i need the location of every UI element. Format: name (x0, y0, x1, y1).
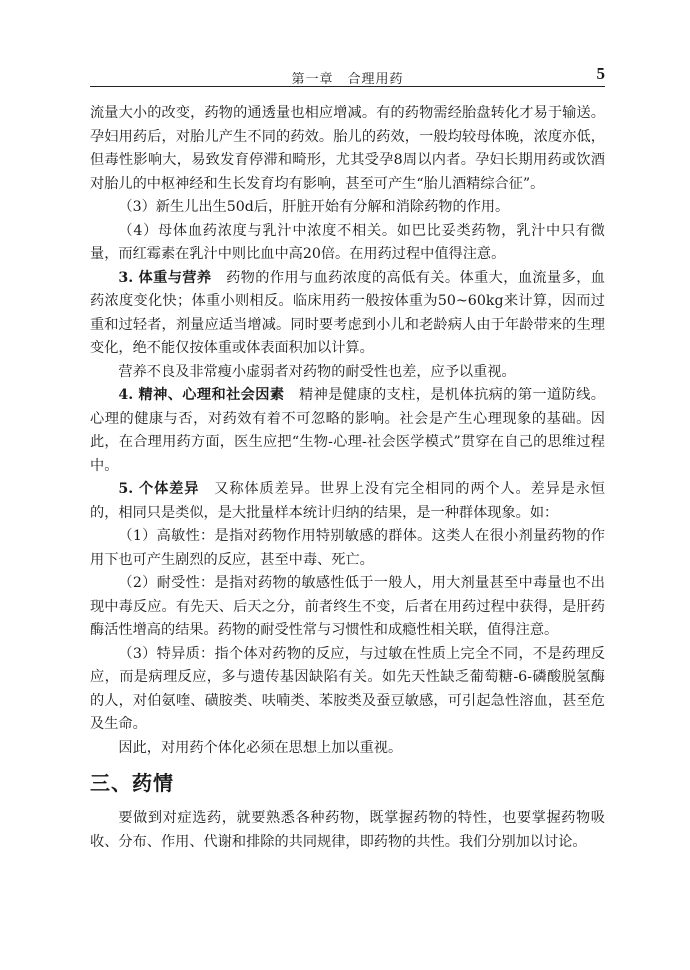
paragraph-text: 又称体质差异。世界上没有完全相同的两个人。差异是永恒的，相同只是类似，是大批量样本统计归纳的结果，是一种群体现象。如： (90, 481, 605, 521)
paragraph-drug-section-intro: 要做到对症选药，就要熟悉各种药物，既掌握药物的特性，也要掌握药物吸收、分布、作用、代谢和排除的共同规律，即药物的共性。我们分别加以讨论。 (90, 810, 605, 850)
item-heading-individual-difference: 5. 个体差异 (118, 481, 200, 497)
paragraph-malnutrition: 营养不良及非常瘦小虚弱者对药物的耐受性也差，应予以重视。 (118, 363, 516, 380)
page-number: 5 (596, 64, 605, 83)
paragraph-weight-nutrition (90, 267, 605, 361)
paragraph-tolerance: （2）耐受性：是指对药物的敏感性低于一般人，用大剂量甚至中毒量也不出现中毒反应。有先天、后天之分，前者终生不变，后者在用药过程中获得，是肝药酶活性增高的结果。药物的耐受性常与习惯性和成瘾性相关联，值得注意。 (90, 575, 605, 638)
book-page (90, 0, 605, 970)
paragraph-psychology (90, 384, 605, 478)
running-header (90, 66, 605, 86)
paragraph-individual-difference (90, 478, 605, 525)
paragraph-conclusion: 因此，对用药个体化必须在思想上加以重视。 (118, 739, 403, 756)
paragraph-breast-milk: （4）母体血药浓度与乳汁中浓度不相关。如巴比妥类药物，乳汁中只有微量，而红霉素在乳汁中则比血中高20倍。在用药过程中值得注意。 (90, 222, 605, 262)
item-heading-psychology: 4. 精神、心理和社会因素 (118, 387, 285, 403)
paragraph-text: 药物的作用与血药浓度的高低有关。体重大，血流量多，血药浓度变化快；体重小则相反。临床用药一般按体重为50~60kg来计算，因而过重和过轻者，剂量应适当增减。同时要考虑到小儿和老龄病人由于年龄带来的生理变化，绝不能仅按体重或体表面积加以计算。 (90, 269, 605, 356)
paragraph-idiosyncrasy: （3）特异质：指个体对药物的反应，与过敏在性质上完全不同，不是药理反应，而是病理反应，多与遗传基因缺陷有关。如先天性缺乏葡萄糖-6-磷酸脱氢酶的人，对伯氨喹、磺胺类、呋喃类、苯胺类及蚕豆敏感，可引起急性溶血，甚至危及生命。 (90, 645, 605, 732)
item-heading-weight-nutrition: 3. 体重与营养 (118, 269, 212, 286)
section-heading: 三、药情 (90, 771, 174, 795)
paragraph-newborn: （3）新生儿出生50d后，肝脏开始有分解和消除药物的作用。 (118, 199, 510, 215)
paragraph-hypersensitivity: （1）高敏性：是指对药物作用特别敏感的群体。这类人在很小剂量药物的作用下也可产生剧烈的反应，甚至中毒、死亡。 (90, 528, 605, 568)
paragraph-continued: 流量大小的改变，药物的通透量也相应增减。有的药物需经胎盘转化才易于输送。孕妇用药后，对胎儿产生不同的药效。胎儿的药效，一般均较母体晚，浓度亦低，但毒性影响大，易致发育停滞和畸形，尤其受孕8周以内者。孕妇长期用药或饮酒对胎儿的中枢神经和生长发育均有影响，甚至可产生“胎儿酒精综合征”。 (90, 105, 605, 192)
paragraph-text: 精神是健康的支柱，是机体抗病的第一道防线。心理的健康与否，对药效有着不可忽略的影响。社会是产生心理现象的基础。因此，在合理用药方面，医生应把“生物-心理-社会医学模式”贯穿在自己的思维过程中。 (90, 387, 605, 474)
header-rule (90, 86, 605, 87)
chapter-title: 第一章 合理用药 (291, 72, 404, 87)
page-body (90, 102, 605, 854)
